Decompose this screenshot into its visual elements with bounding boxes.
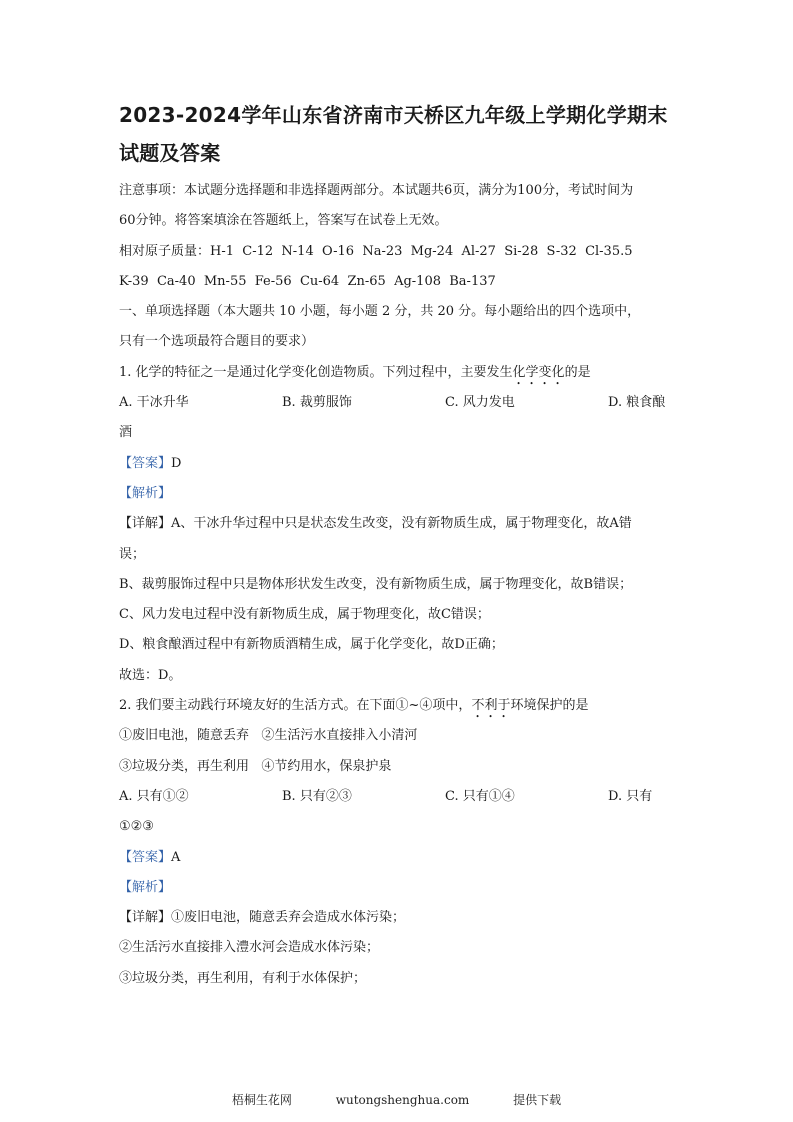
q2-option-d-continued: ①②③ <box>119 819 154 835</box>
question-2-options <box>119 782 675 812</box>
q1-detail-c: C、风力发电过程中没有新物质生成，属于物理变化，故C错误； <box>119 607 490 623</box>
page-footer <box>0 1091 793 1108</box>
atomic-mass-line-1: 相对原子质量：H-1 C-12 N-14 O-16 Na-23 Mg-24 Al-27 Si-28 S-32 Cl-35.5 <box>119 243 633 259</box>
section-heading-line-1: 一、单项选择题（本大题共 10 小题，每小题 2 分，共 20 分。每小题给出的四个选项中， <box>119 304 641 320</box>
document-page <box>119 96 675 994</box>
q2-option-c: C. 只有①④ <box>445 788 515 804</box>
q1-detail-a-continued: 误； <box>119 546 146 562</box>
title-line-1: 2023-2024学年山东省济南市天桥区九年级上学期化学期末 <box>119 103 668 127</box>
title-line-2: 试题及答案 <box>119 141 221 165</box>
notice-line-1: 注意事项：本试题分选择题和非选择题两部分。本试题共6页，满分为100分，考试时间为 <box>119 183 634 198</box>
q2-answer <box>119 843 675 873</box>
section-heading-line-2: 只有一个选项最符合题目的要求） <box>119 334 315 350</box>
question-2-stem-text: 2. 我们要主动践行环境友好的生活方式。在下面①~④项中， <box>119 698 472 714</box>
question-1-stem-end: 的是 <box>564 364 591 380</box>
q2-detail-1 <box>119 903 675 933</box>
q2-option-a: A. 只有①② <box>119 788 189 804</box>
q2-items-line-1: ①废旧电池，随意丢弃 ②生活污水直接排入小清河 <box>119 728 418 744</box>
detail-label: 【详解】 <box>119 516 172 532</box>
question-1-stem-text: 1. 化学的特征之一是通过化学变化创造物质。下列过程中，主要发生 <box>119 364 513 380</box>
q1-option-b: B. 裁剪服饰 <box>282 395 352 411</box>
q2-items-line-2: ③垃圾分类，再生利用 ④节约用水，保泉护泉 <box>119 758 392 774</box>
q1-option-d: D. 粮食酿 <box>608 395 666 411</box>
atomic-mass-line-2: K-39 Ca-40 Mn-55 Fe-56 Cu-64 Zn-65 Ag-108 Ba-137 <box>119 273 496 289</box>
q2-detail-3: ③垃圾分类，再生利用，有利于水体保护； <box>119 970 367 986</box>
detail-1-text: ①废旧电池，随意丢弃会造成水体污染； <box>171 910 406 926</box>
q2-detail-2: ②生活污水直接排入澧水河会造成水体污染； <box>119 940 380 956</box>
answer-label: 【答案】 <box>119 455 172 471</box>
question-2-emphasis: 不利于 <box>471 698 511 714</box>
footer-site-name: 梧桐生花网 <box>231 1093 292 1107</box>
question-2-stem-end: 环境保护的是 <box>510 698 589 714</box>
notice-line-2: 60分钟。将答案填涂在答题纸上，答案写在试卷上无效。 <box>119 213 448 229</box>
q1-detail-d: D、粮食酿酒过程中有新物质酒精生成，属于化学变化，故D正确； <box>119 637 504 653</box>
q1-option-a: A. 干冰升华 <box>119 395 189 411</box>
q2-option-d: D. 只有 <box>608 788 653 804</box>
answer-label: 【答案】 <box>119 849 172 865</box>
q1-conclusion: 故选：D。 <box>119 667 182 683</box>
detail-a-text: A、干冰升华过程中只是状态发生改变，没有新物质生成，属于物理变化，故A错 <box>171 516 632 532</box>
q2-analysis-label: 【解析】 <box>119 879 172 895</box>
q2-option-b: B. 只有②③ <box>282 788 352 804</box>
answer-value: A <box>171 849 181 865</box>
q1-analysis-label: 【解析】 <box>119 485 172 501</box>
q1-answer <box>119 449 675 479</box>
q1-detail-b: B、裁剪服饰过程中只是物体形状发生改变，没有新物质生成，属于物理变化，故B错误； <box>119 576 633 592</box>
question-1-emphasis: 化学变化 <box>512 364 565 380</box>
document-title <box>119 96 675 172</box>
detail-label: 【详解】 <box>119 910 172 926</box>
question-2-stem <box>119 691 675 721</box>
footer-site-url[interactable]: wutongshenghua.com <box>335 1093 470 1107</box>
answer-value: D <box>171 455 182 471</box>
q1-detail-a <box>119 509 675 539</box>
question-1-stem <box>119 358 675 388</box>
q1-option-d-continued: 酒 <box>119 425 133 441</box>
footer-download-text: 提供下载 <box>513 1093 562 1107</box>
q1-option-c: C. 风力发电 <box>445 395 515 411</box>
question-1-options <box>119 388 675 418</box>
